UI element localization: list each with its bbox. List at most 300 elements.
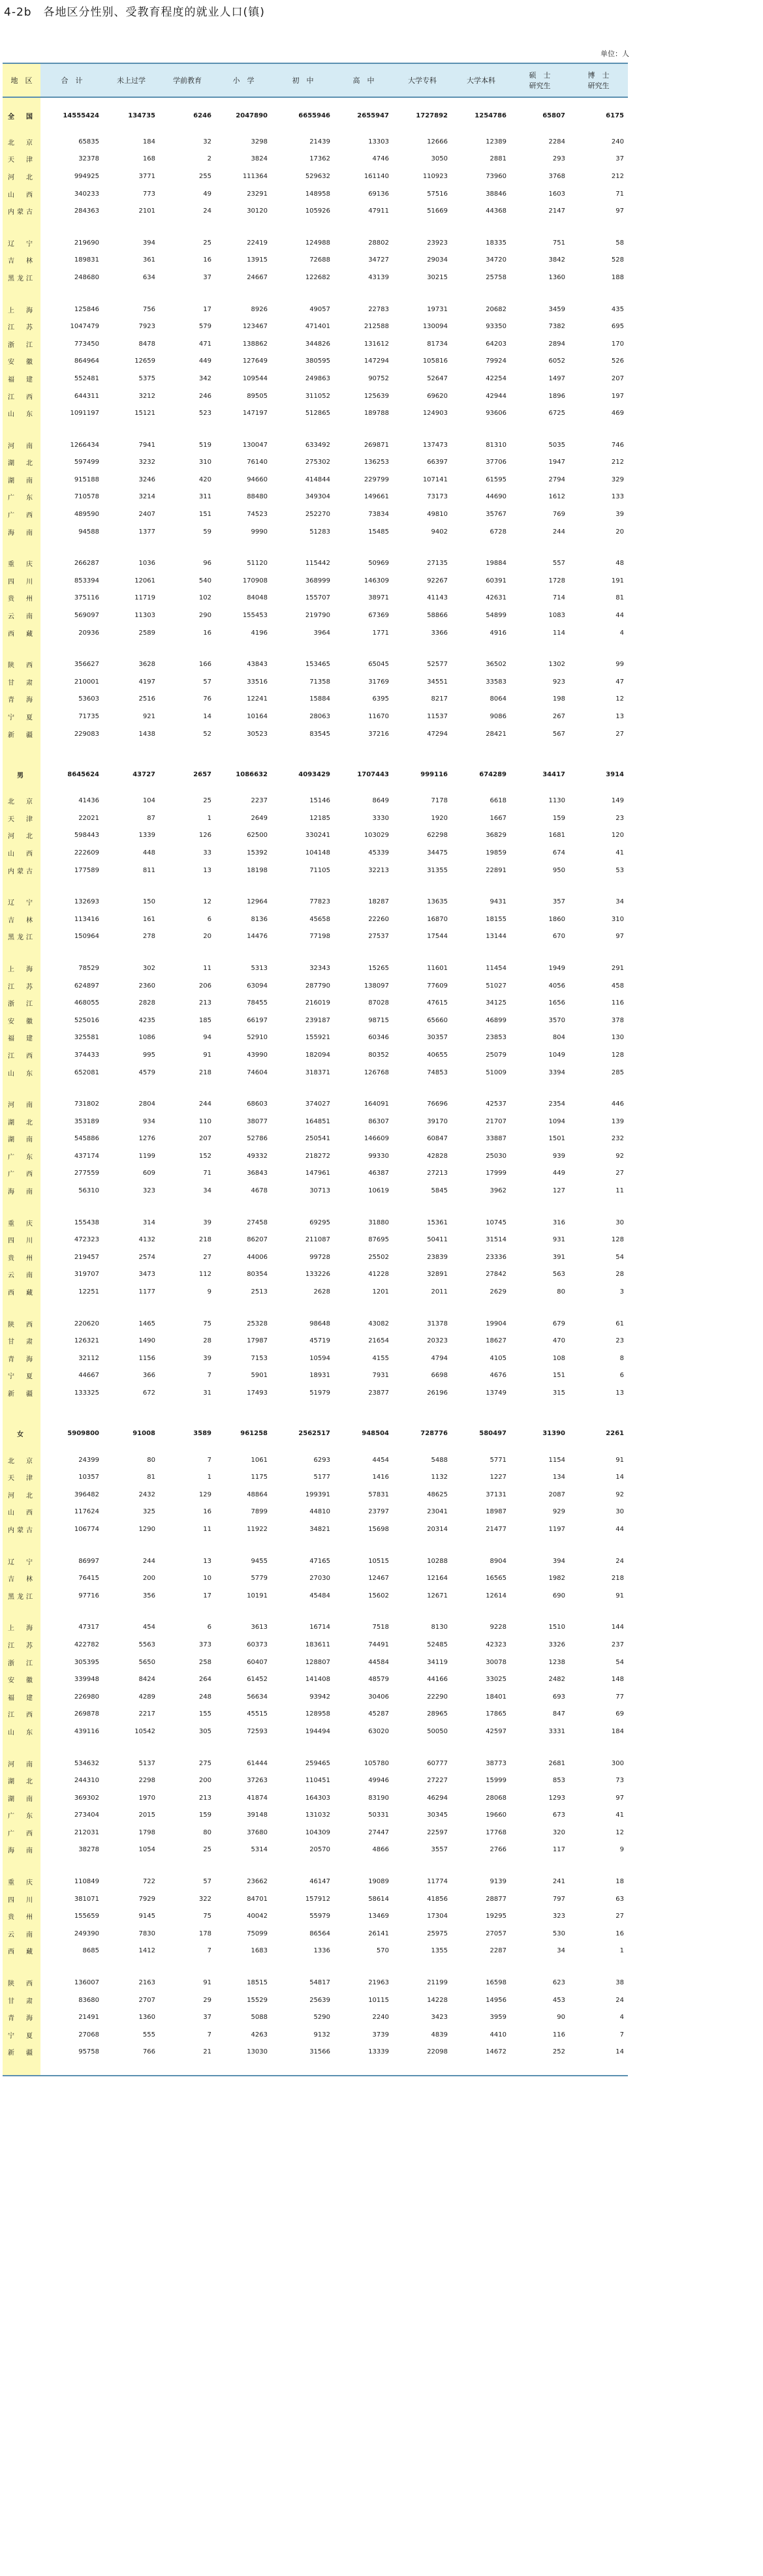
value-cell: 39148 bbox=[247, 1811, 268, 1819]
value-cell: 41143 bbox=[427, 594, 448, 602]
table-row bbox=[3, 301, 628, 318]
value-cell: 54817 bbox=[309, 1979, 330, 1987]
value-cell: 34 bbox=[203, 1187, 211, 1195]
value-cell: 2589 bbox=[138, 629, 155, 637]
value-cell: 422782 bbox=[74, 1641, 99, 1648]
value-cell: 446 bbox=[611, 1100, 624, 1108]
region-cell: 新 疆 bbox=[3, 1384, 40, 1402]
value-cell: 97 bbox=[615, 207, 624, 215]
value-cell: 325 bbox=[142, 1508, 155, 1516]
region-cell: 山 东 bbox=[3, 1723, 40, 1740]
value-cell: 60391 bbox=[486, 577, 506, 584]
value-cell: 110849 bbox=[74, 1878, 99, 1886]
table-row bbox=[3, 1807, 628, 1825]
value-cell: 28877 bbox=[486, 1895, 506, 1903]
value-cell: 83680 bbox=[78, 1996, 99, 2004]
value-cell: 449 bbox=[198, 357, 211, 365]
value-cell: 4746 bbox=[372, 155, 389, 163]
value-cell: 319707 bbox=[74, 1271, 99, 1279]
value-cell: 1683 bbox=[251, 1947, 268, 1955]
value-cell: 710578 bbox=[74, 493, 99, 501]
value-cell: 4 bbox=[619, 2014, 624, 2022]
value-cell: 1061 bbox=[251, 1456, 268, 1464]
value-cell: 1054 bbox=[138, 1846, 155, 1854]
value-cell: 244 bbox=[198, 1100, 211, 1108]
region-cell: 安 徽 bbox=[3, 353, 40, 371]
value-cell: 11 bbox=[615, 1187, 624, 1195]
value-cell: 103029 bbox=[364, 832, 389, 840]
value-cell: 48579 bbox=[368, 1676, 389, 1684]
region-cell: 甘 肃 bbox=[3, 673, 40, 691]
value-cell: 248 bbox=[198, 1693, 211, 1701]
table-row bbox=[3, 1974, 628, 1992]
value-cell: 69 bbox=[615, 1710, 624, 1718]
value-cell: 1083 bbox=[548, 612, 565, 620]
value-cell: 1276 bbox=[138, 1135, 155, 1143]
value-cell: 159 bbox=[198, 1811, 211, 1819]
value-cell: 6052 bbox=[548, 357, 565, 365]
table-row bbox=[3, 994, 628, 1012]
value-cell: 1036 bbox=[138, 560, 155, 568]
value-cell: 42537 bbox=[486, 1100, 506, 1108]
value-cell: 28 bbox=[203, 1337, 211, 1345]
value-cell: 155921 bbox=[305, 1034, 330, 1042]
value-cell: 3394 bbox=[548, 1068, 565, 1076]
value-cell: 19731 bbox=[427, 305, 448, 313]
value-cell: 18515 bbox=[247, 1979, 268, 1987]
value-cell: 80 bbox=[203, 1828, 211, 1836]
value-cell: 285 bbox=[611, 1068, 624, 1076]
value-cell: 1982 bbox=[548, 1575, 565, 1583]
value-cell: 674 bbox=[552, 849, 565, 856]
value-cell: 323 bbox=[142, 1187, 155, 1195]
value-cell: 4916 bbox=[490, 629, 506, 637]
value-cell: 63020 bbox=[368, 1727, 389, 1735]
region-cell: 河 北 bbox=[3, 168, 40, 185]
region-cell: 辽 宁 bbox=[3, 893, 40, 911]
region-cell: 北 京 bbox=[3, 792, 40, 810]
value-cell: 9139 bbox=[490, 1878, 506, 1886]
value-cell: 115442 bbox=[305, 560, 330, 568]
value-cell: 679 bbox=[552, 1320, 565, 1327]
table-row bbox=[3, 1367, 628, 1385]
value-cell: 91 bbox=[203, 1051, 211, 1059]
value-cell: 128807 bbox=[305, 1658, 330, 1666]
value-cell: 22891 bbox=[486, 866, 506, 874]
value-cell: 10594 bbox=[309, 1354, 330, 1362]
value-cell: 14 bbox=[615, 1474, 624, 1481]
value-cell: 13030 bbox=[247, 2048, 268, 2056]
value-cell: 30 bbox=[615, 1508, 624, 1516]
table-row bbox=[3, 673, 628, 691]
value-cell: 147197 bbox=[242, 410, 268, 417]
value-cell: 31880 bbox=[368, 1219, 389, 1226]
value-cell: 27 bbox=[615, 1170, 624, 1177]
value-cell: 437174 bbox=[74, 1152, 99, 1160]
value-cell: 275 bbox=[198, 1759, 211, 1767]
region-cell: 内蒙古 bbox=[3, 1521, 40, 1538]
value-cell: 20323 bbox=[427, 1337, 448, 1345]
value-cell: 8645624 bbox=[67, 770, 99, 778]
value-cell: 2649 bbox=[251, 814, 268, 822]
value-cell: 17 bbox=[203, 305, 211, 313]
region-cell: 贵 州 bbox=[3, 1907, 40, 1925]
region-cell: 新 疆 bbox=[3, 725, 40, 743]
value-cell: 17544 bbox=[427, 933, 448, 941]
region-cell: 四 川 bbox=[3, 1231, 40, 1249]
value-cell: 12 bbox=[615, 1828, 624, 1836]
region-cell: 西 藏 bbox=[3, 624, 40, 642]
value-cell: 44 bbox=[615, 1525, 624, 1533]
value-cell: 344826 bbox=[305, 340, 330, 348]
spacer-row bbox=[3, 742, 628, 757]
value-cell: 14956 bbox=[486, 1996, 506, 2004]
value-cell: 1091197 bbox=[70, 410, 99, 417]
value-cell: 81310 bbox=[486, 441, 506, 449]
value-cell: 32343 bbox=[309, 964, 330, 972]
value-cell: 16 bbox=[203, 256, 211, 264]
value-cell: 923 bbox=[552, 678, 565, 686]
value-cell: 2881 bbox=[490, 155, 506, 163]
value-cell: 252 bbox=[552, 2048, 565, 2056]
value-cell: 34720 bbox=[486, 256, 506, 264]
value-cell: 97 bbox=[615, 933, 624, 941]
value-cell: 5177 bbox=[313, 1474, 330, 1481]
value-cell: 94660 bbox=[247, 476, 268, 483]
value-cell: 361 bbox=[142, 256, 155, 264]
value-cell: 222609 bbox=[74, 849, 99, 856]
value-cell: 60373 bbox=[247, 1641, 268, 1648]
value-cell: 38773 bbox=[486, 1759, 506, 1767]
table-row bbox=[3, 2026, 628, 2044]
value-cell: 1377 bbox=[138, 528, 155, 536]
value-cell: 569097 bbox=[74, 612, 99, 620]
value-cell: 127649 bbox=[242, 357, 268, 365]
region-cell: 河 南 bbox=[3, 1095, 40, 1113]
value-cell: 3050 bbox=[431, 155, 448, 163]
value-cell: 1603 bbox=[548, 190, 565, 198]
value-cell: 380595 bbox=[305, 357, 330, 365]
value-cell: 3628 bbox=[138, 661, 155, 669]
value-cell: 12666 bbox=[427, 138, 448, 145]
value-cell: 453 bbox=[552, 1996, 565, 2004]
value-cell: 12389 bbox=[486, 138, 506, 145]
value-cell: 3366 bbox=[431, 629, 448, 637]
region-cell: 四 川 bbox=[3, 572, 40, 590]
value-cell: 178 bbox=[198, 1930, 211, 1937]
value-cell: 23 bbox=[615, 814, 624, 822]
table-row bbox=[3, 1266, 628, 1284]
value-cell: 1094 bbox=[548, 1117, 565, 1125]
table-row bbox=[3, 1789, 628, 1807]
region-cell: 湖 南 bbox=[3, 471, 40, 489]
value-cell: 7830 bbox=[138, 1930, 155, 1937]
spacer-row bbox=[3, 1960, 628, 1974]
region-cell: 安 徽 bbox=[3, 1012, 40, 1029]
value-cell: 87 bbox=[147, 814, 155, 822]
table-row bbox=[3, 792, 628, 810]
value-cell: 19859 bbox=[486, 849, 506, 856]
table-row bbox=[3, 1755, 628, 1772]
value-cell: 21654 bbox=[368, 1337, 389, 1345]
value-cell: 7 bbox=[207, 2031, 211, 2038]
table-row bbox=[3, 928, 628, 946]
value-cell: 751 bbox=[552, 239, 565, 247]
value-cell: 73834 bbox=[368, 511, 389, 519]
value-cell: 113416 bbox=[74, 915, 99, 923]
value-cell: 323 bbox=[552, 1913, 565, 1920]
value-cell: 4794 bbox=[431, 1354, 448, 1362]
value-cell: 43843 bbox=[247, 661, 268, 669]
value-cell: 149661 bbox=[364, 493, 389, 501]
value-cell: 471401 bbox=[305, 323, 330, 331]
region-cell: 浙 江 bbox=[3, 335, 40, 353]
value-cell: 44166 bbox=[427, 1676, 448, 1684]
value-cell: 580497 bbox=[479, 1430, 506, 1438]
value-cell: 9455 bbox=[251, 1557, 268, 1565]
value-cell: 2794 bbox=[548, 476, 565, 483]
value-cell: 58614 bbox=[368, 1895, 389, 1903]
value-cell: 22021 bbox=[78, 814, 99, 822]
value-cell: 269871 bbox=[364, 441, 389, 449]
value-cell: 90752 bbox=[368, 374, 389, 382]
column-header: 学前教育 bbox=[159, 63, 215, 97]
value-cell: 99330 bbox=[368, 1152, 389, 1160]
value-cell: 65835 bbox=[78, 138, 99, 145]
value-cell: 1497 bbox=[548, 374, 565, 382]
table-row bbox=[3, 1992, 628, 2009]
value-cell: 6 bbox=[207, 1624, 211, 1631]
value-cell: 23839 bbox=[427, 1253, 448, 1261]
value-cell: 1175 bbox=[251, 1474, 268, 1481]
value-cell: 530 bbox=[552, 1930, 565, 1937]
value-cell: 18987 bbox=[486, 1508, 506, 1516]
value-cell: 2101 bbox=[138, 207, 155, 215]
value-cell: 369302 bbox=[74, 1794, 99, 1802]
table-row bbox=[3, 1772, 628, 1789]
value-cell: 722 bbox=[142, 1878, 155, 1886]
value-cell: 21963 bbox=[368, 1979, 389, 1987]
value-cell: 7941 bbox=[138, 441, 155, 449]
table-row bbox=[3, 1012, 628, 1029]
value-cell: 110923 bbox=[422, 172, 448, 180]
value-cell: 114 bbox=[552, 629, 565, 637]
value-cell: 458 bbox=[611, 982, 624, 990]
value-cell: 769 bbox=[552, 511, 565, 519]
value-cell: 13144 bbox=[486, 933, 506, 941]
value-cell: 6698 bbox=[431, 1372, 448, 1380]
value-cell: 62500 bbox=[247, 832, 268, 840]
column-header: 初 中 bbox=[272, 63, 334, 97]
region-cell: 广 西 bbox=[3, 1824, 40, 1841]
value-cell: 72593 bbox=[247, 1727, 268, 1735]
value-cell: 150964 bbox=[74, 933, 99, 941]
table-row bbox=[3, 827, 628, 845]
value-cell: 57516 bbox=[427, 190, 448, 198]
value-cell: 318371 bbox=[305, 1068, 330, 1076]
value-cell: 33583 bbox=[486, 678, 506, 686]
value-cell: 11670 bbox=[368, 713, 389, 721]
value-cell: 69136 bbox=[368, 190, 389, 198]
value-cell: 45339 bbox=[368, 849, 389, 856]
value-cell: 49810 bbox=[427, 511, 448, 519]
value-cell: 8685 bbox=[82, 1947, 99, 1955]
value-cell: 44667 bbox=[78, 1372, 99, 1380]
value-cell: 159 bbox=[552, 814, 565, 822]
value-cell: 570 bbox=[376, 1947, 389, 1955]
region-cell: 新 疆 bbox=[3, 2044, 40, 2061]
value-cell: 7929 bbox=[138, 1895, 155, 1903]
value-cell: 45515 bbox=[247, 1710, 268, 1718]
region-cell: 山 西 bbox=[3, 844, 40, 862]
value-cell: 693 bbox=[552, 1693, 565, 1701]
table-bottom-rule bbox=[3, 2075, 628, 2076]
value-cell: 19295 bbox=[486, 1913, 506, 1920]
region-cell: 女 bbox=[3, 1416, 40, 1451]
value-cell: 98715 bbox=[368, 1016, 389, 1024]
value-cell: 21491 bbox=[78, 2014, 99, 2022]
value-cell: 116 bbox=[611, 999, 624, 1007]
value-cell: 13 bbox=[203, 866, 211, 874]
value-cell: 995 bbox=[142, 1051, 155, 1059]
value-cell: 111364 bbox=[242, 172, 268, 180]
value-cell: 2681 bbox=[548, 1759, 565, 1767]
value-cell: 74491 bbox=[368, 1641, 389, 1648]
value-cell: 4678 bbox=[251, 1187, 268, 1195]
value-cell: 278 bbox=[142, 933, 155, 941]
value-cell: 44368 bbox=[486, 207, 506, 215]
value-cell: 122682 bbox=[305, 273, 330, 281]
value-cell: 11719 bbox=[134, 594, 155, 602]
value-cell: 219790 bbox=[305, 612, 330, 620]
value-cell: 33516 bbox=[247, 678, 268, 686]
table-row bbox=[3, 1064, 628, 1082]
region-cell: 海 南 bbox=[3, 1182, 40, 1200]
value-cell: 244310 bbox=[74, 1777, 99, 1785]
value-cell: 39 bbox=[203, 1219, 211, 1226]
region-cell: 贵 州 bbox=[3, 590, 40, 607]
value-cell: 2407 bbox=[138, 511, 155, 519]
table-row bbox=[3, 1723, 628, 1740]
value-cell: 128958 bbox=[305, 1710, 330, 1718]
value-cell: 27842 bbox=[486, 1271, 506, 1279]
table-row bbox=[3, 387, 628, 405]
value-cell: 6175 bbox=[606, 112, 624, 119]
value-cell: 16 bbox=[203, 629, 211, 637]
value-cell: 36829 bbox=[486, 832, 506, 840]
value-cell: 23041 bbox=[427, 1508, 448, 1516]
value-cell: 12241 bbox=[247, 695, 268, 703]
value-cell: 130047 bbox=[242, 441, 268, 449]
table-row bbox=[3, 1130, 628, 1148]
value-cell: 50969 bbox=[368, 560, 389, 568]
value-cell: 921 bbox=[142, 713, 155, 721]
value-cell: 17 bbox=[203, 1592, 211, 1599]
value-cell: 252270 bbox=[305, 511, 330, 519]
value-cell: 14476 bbox=[247, 933, 268, 941]
value-cell: 30215 bbox=[427, 273, 448, 281]
value-cell: 170 bbox=[611, 340, 624, 348]
value-cell: 3824 bbox=[251, 155, 268, 163]
value-cell: 38 bbox=[615, 1979, 624, 1987]
value-cell: 78529 bbox=[78, 964, 99, 972]
table-row bbox=[3, 471, 628, 489]
region-cell: 安 徽 bbox=[3, 1671, 40, 1688]
value-cell: 378 bbox=[611, 1016, 624, 1024]
value-cell: 124988 bbox=[305, 239, 330, 247]
table-row bbox=[3, 1384, 628, 1402]
value-cell: 58866 bbox=[427, 612, 448, 620]
value-cell: 2217 bbox=[138, 1710, 155, 1718]
value-cell: 110451 bbox=[305, 1777, 330, 1785]
value-cell: 14 bbox=[203, 713, 211, 721]
region-cell: 贵 州 bbox=[3, 1249, 40, 1266]
value-cell: 51283 bbox=[309, 528, 330, 536]
table-row bbox=[3, 725, 628, 743]
value-cell: 189831 bbox=[74, 256, 99, 264]
table-row bbox=[3, 1619, 628, 1637]
value-cell: 269878 bbox=[74, 1710, 99, 1718]
value-cell: 6655946 bbox=[298, 112, 330, 119]
value-cell: 13303 bbox=[368, 138, 389, 145]
value-cell: 11454 bbox=[486, 964, 506, 972]
value-cell: 130094 bbox=[422, 323, 448, 331]
value-cell: 5650 bbox=[138, 1658, 155, 1666]
value-cell: 134 bbox=[552, 1474, 565, 1481]
value-cell: 17304 bbox=[427, 1913, 448, 1920]
value-cell: 929 bbox=[552, 1508, 565, 1516]
value-cell: 81 bbox=[615, 594, 624, 602]
value-cell: 2147 bbox=[548, 207, 565, 215]
value-cell: 11303 bbox=[134, 612, 155, 620]
value-cell: 33025 bbox=[486, 1676, 506, 1684]
table-row bbox=[3, 844, 628, 862]
table-row bbox=[3, 1824, 628, 1841]
table-row bbox=[3, 185, 628, 203]
value-cell: 41 bbox=[615, 1811, 624, 1819]
spacer-row bbox=[3, 879, 628, 893]
value-cell: 3557 bbox=[431, 1846, 448, 1854]
region-cell: 云 南 bbox=[3, 1266, 40, 1284]
value-cell: 4454 bbox=[372, 1456, 389, 1464]
value-cell: 5314 bbox=[251, 1846, 268, 1854]
value-cell: 644311 bbox=[74, 392, 99, 400]
region-cell: 黑龙江 bbox=[3, 1587, 40, 1605]
value-cell: 25030 bbox=[486, 1152, 506, 1160]
value-cell: 13635 bbox=[427, 898, 448, 906]
value-cell: 104148 bbox=[305, 849, 330, 856]
value-cell: 2628 bbox=[313, 1288, 330, 1296]
value-cell: 185 bbox=[198, 1016, 211, 1024]
value-cell: 11537 bbox=[427, 713, 448, 721]
region-cell: 广 西 bbox=[3, 506, 40, 523]
value-cell: 690 bbox=[552, 1592, 565, 1599]
value-cell: 2360 bbox=[138, 982, 155, 990]
value-cell: 75 bbox=[203, 1913, 211, 1920]
value-cell: 670 bbox=[552, 933, 565, 941]
value-cell: 73960 bbox=[486, 172, 506, 180]
value-cell: 1 bbox=[619, 1947, 624, 1955]
value-cell: 42828 bbox=[427, 1152, 448, 1160]
value-cell: 1970 bbox=[138, 1794, 155, 1802]
region-cell: 江 西 bbox=[3, 387, 40, 405]
value-cell: 314 bbox=[142, 1219, 155, 1226]
value-cell: 191 bbox=[611, 577, 624, 584]
value-cell: 4579 bbox=[138, 1068, 155, 1076]
value-cell: 184 bbox=[142, 138, 155, 145]
value-cell: 45658 bbox=[309, 915, 330, 923]
value-cell: 15121 bbox=[134, 410, 155, 417]
